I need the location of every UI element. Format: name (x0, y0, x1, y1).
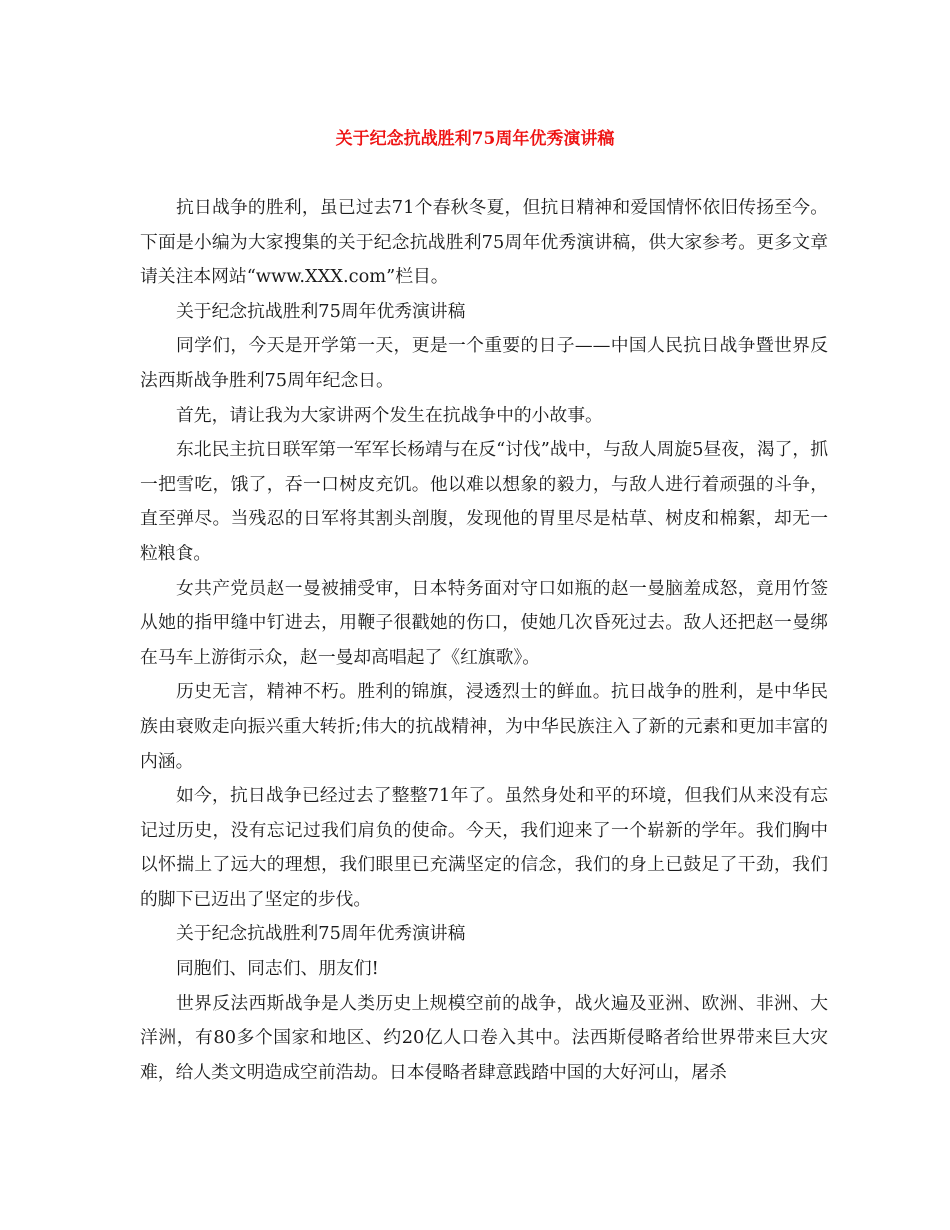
paragraph-today: 如今，抗日战争已经过去了整整71年了。虽然身处和平的环境，但我们从来没有忘记过历史，没有忘记过我们肩负的使命。今天，我们迎来了一个崭新的学年。我们胸中以怀揣上了远大的理想，我们眼里已充满坚定的信念，我们的身上已鼓足了干劲，我们的脚下已迈出了坚定的步伐。 (140, 785, 828, 910)
paragraph-story-2: 女共产党员赵一曼被捕受审，日本特务面对守口如瓶的赵一曼脑羞成怒，竟用竹签从她的指甲缝中钉进去，用鞭子很戳她的伤口，使她几次昏死过去。敌人还把赵一曼绑在马车上游街示众，赵一曼却高唱起了《红旗歌》。 (140, 577, 828, 668)
paragraph-subheading-2: 关于纪念抗战胜利75周年优秀演讲稿 (176, 923, 466, 945)
paragraph-intro: 抗日战争的胜利，虽已过去71个春秋冬夏，但抗日精神和爱国情怀依旧传扬至今。下面是小编为大家搜集的关于纪念抗战胜利75周年优秀演讲稿，供大家参考。更多文章请关注本网站“www.XXX.com”栏目。 (140, 197, 828, 288)
document-body (140, 191, 828, 1090)
paragraph-world-war: 世界反法西斯战争是人类历史上规模空前的战争，战火遍及亚洲、欧洲、非洲、大洋洲，有80多个国家和地区、约20亿人口卷入其中。法西斯侵略者给世界带来巨大灾难，给人类文明造成空前浩劫。日本侵略者肆意践踏中国的大好河山，屠杀 (140, 992, 828, 1083)
paragraph-stories-intro: 首先，请让我为大家讲两个发生在抗战争中的小故事。 (176, 404, 603, 426)
document-title: 关于纪念抗战胜利75周年优秀演讲稿 (335, 129, 615, 149)
paragraph-history: 历史无言，精神不朽。胜利的锦旗，浸透烈士的鲜血。抗日战争的胜利，是中华民族由衰败走向振兴重大转折;伟大的抗战精神，为中华民族注入了新的元素和更加丰富的内涵。 (140, 681, 828, 772)
paragraph-subheading-1: 关于纪念抗战胜利75周年优秀演讲稿 (176, 300, 466, 322)
paragraph-story-1: 东北民主抗日联军第一军军长杨靖与在反“讨伐”战中，与敌人周旋5昼夜，渴了，抓一把雪吃，饿了，吞一口树皮充饥。他以难以想象的毅力，与敌人进行着顽强的斗争，直至弹尽。当残忍的日军将其割头剖腹，发现他的胃里尽是枯草、树皮和棉絮，却无一粒粮食。 (140, 439, 828, 564)
paragraph-greeting-compatriots: 同胞们、同志们、朋友们! (176, 958, 379, 980)
paragraph-greeting-students: 同学们，今天是开学第一天，更是一个重要的日子——中国人民抗日战争暨世界反法西斯战争胜利75周年纪念日。 (140, 335, 828, 391)
